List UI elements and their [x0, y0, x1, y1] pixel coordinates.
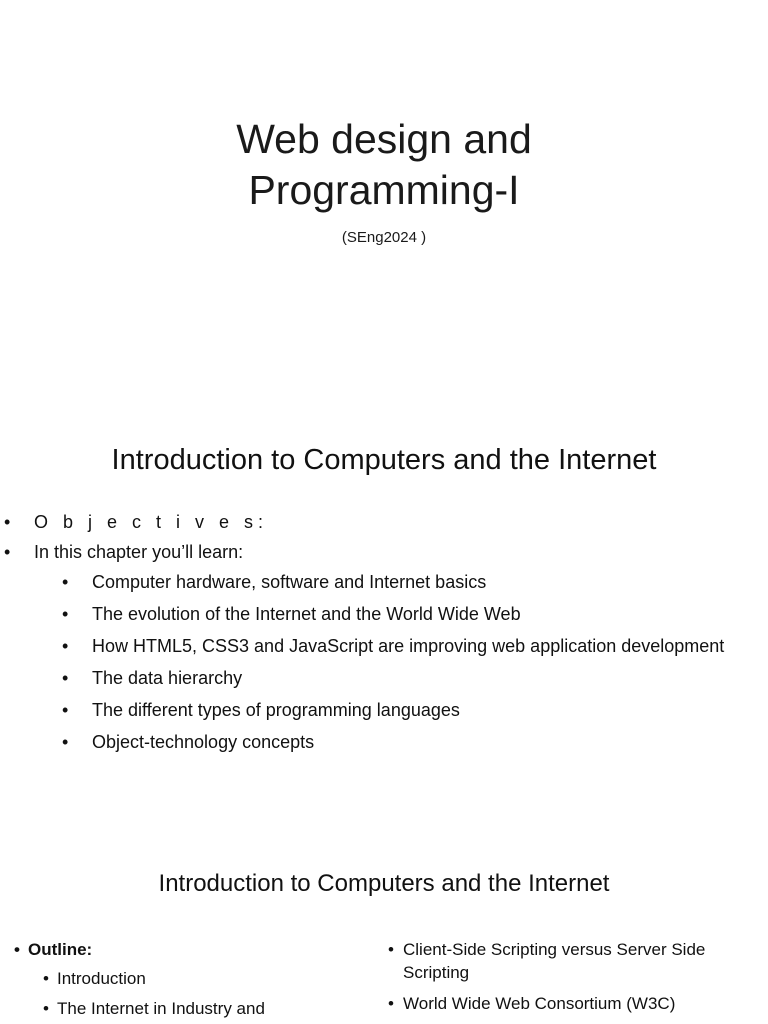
list-item: • The data hierarchy — [0, 666, 768, 690]
list-item: • How HTML5, CSS3 and JavaScript are improving web application development — [0, 634, 768, 658]
list-item: • World Wide Web Consortium (W3C) — [386, 992, 756, 1015]
list-item: • Client-Side Scripting versus Server Side Scripting — [386, 938, 756, 984]
list-item: • The different types of programming languages — [0, 698, 768, 722]
outline-slide — [0, 820, 768, 1024]
objectives-list — [0, 510, 768, 762]
list-item: • Computer hardware, software and Internet basics — [0, 570, 768, 594]
course-title — [0, 114, 768, 216]
title-slide — [0, 0, 768, 400]
outline-heading: • Outline: — [0, 938, 370, 961]
list-item: • O b j e c t i v e s: — [0, 510, 768, 534]
list-item: • Object-technology concepts — [0, 730, 768, 754]
list-item: • The evolution of the Internet and the World Wide Web — [0, 602, 768, 626]
list-item: • Introduction — [0, 967, 370, 990]
outline-left-column — [0, 938, 370, 1024]
course-code: (SEng2024 ) — [341, 229, 427, 246]
outline-right-column — [386, 938, 756, 1023]
slide-title: Introduction to Computers and the Internet — [158, 870, 610, 897]
course-title-line1: Web design and — [236, 116, 532, 162]
list-item: • The Internet in Industry and — [0, 997, 370, 1020]
slide-title: Introduction to Computers and the Internet — [111, 444, 657, 476]
course-title-line2: Programming-I — [248, 167, 520, 213]
list-item: • In this chapter you’ll learn: — [0, 540, 768, 564]
objectives-slide — [0, 400, 768, 820]
